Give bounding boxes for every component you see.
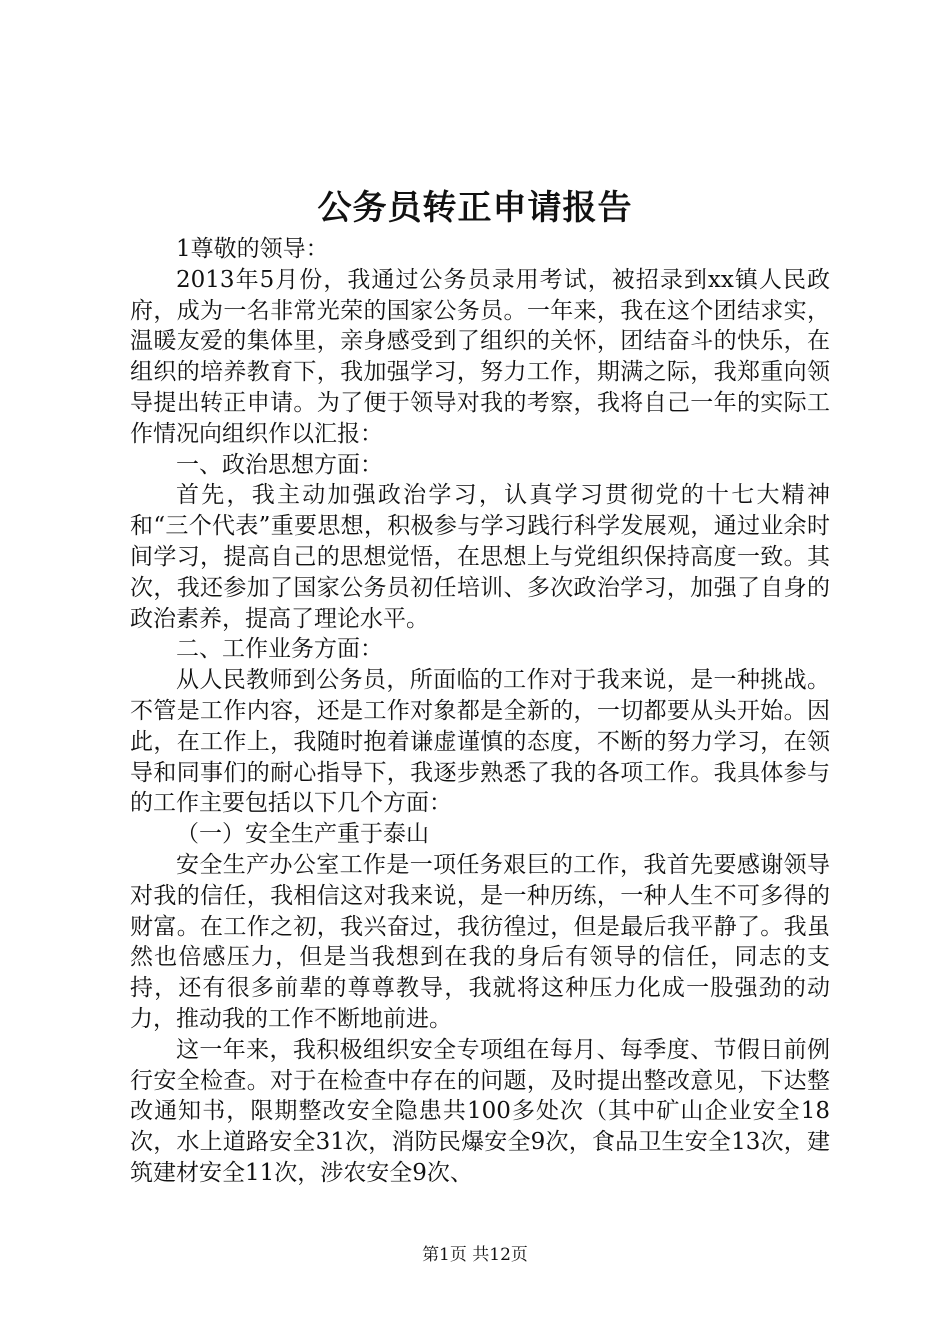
- paragraph-intro: 2013年5月份，我通过公务员录用考试，被招录到xx镇人民政府，成为一名非常光荣的国家公务员。一年来，我在这个团结求实，温暖友爱的集体里，亲身感受到了组织的关怀，团结奋斗的快乐，在组织的培养教育下，我加强学习，努力工作，期满之际，我郑重向领导提出转正申请。为了便于领导对我的考察，我将自己一年的实际工作情况向组织作以汇报：: [130, 266, 830, 447]
- document-body: [130, 234, 830, 1189]
- subsection-heading-safety: （一）安全生产重于泰山: [176, 821, 429, 848]
- paragraph-safety: 安全生产办公室工作是一项任务艰巨的工作，我首先要感谢领导对我的信任，我相信这对我来说，是一种历练，一种人生不可多得的财富。在工作之初，我兴奋过，我彷徨过，但是最后我平静了。我虽然也倍感压力，但是当我想到在我的身后有领导的信任，同志的支持，还有很多前辈的尊尊教导，我就将这种压力化成一股强劲的动力，推动我的工作不断地前进。: [130, 851, 830, 1032]
- paragraph-inspections: 这一年来，我积极组织安全专项组在每月、每季度、节假日前例行安全检查。对于在检查中存在的问题，及时提出整改意见，下达整改通知书，限期整改安全隐患共100多处次（其中矿山企业安全18次，水上道路安全31次，消防民爆安全9次，食品卫生安全13次，建筑建材安全11次，涉农安全9次、: [130, 1036, 830, 1186]
- salutation: 1尊敬的领导：: [176, 236, 329, 262]
- paragraph-political: 首先，我主动加强政治学习，认真学习贯彻党的十七大精神和“三个代表”重要思想，积极参与学习践行科学发展观，通过业余时间学习，提高自己的思想觉悟，在思想上与党组织保持高度一致。其次，我还参加了国家公务员初任培训、多次政治学习，加强了自身的政治素养，提高了理论水平。: [130, 482, 830, 632]
- paragraph-work: 从人民教师到公务员，所面临的工作对于我来说，是一种挑战。不管是工作内容，还是工作对象都是全新的，一切都要从头开始。因此，在工作上，我随时抱着谦虚谨慎的态度，不断的努力学习，在领导和同事们的耐心指导下，我逐步熟悉了我的各项工作。我具体参与的工作主要包括以下几个方面：: [130, 667, 830, 817]
- document-title: 公务员转正申请报告: [317, 188, 633, 228]
- section-heading-political: 一、政治思想方面：: [176, 451, 383, 478]
- page-footer: 第1页 共12页: [422, 1245, 528, 1265]
- section-heading-work: 二、工作业务方面：: [176, 636, 383, 663]
